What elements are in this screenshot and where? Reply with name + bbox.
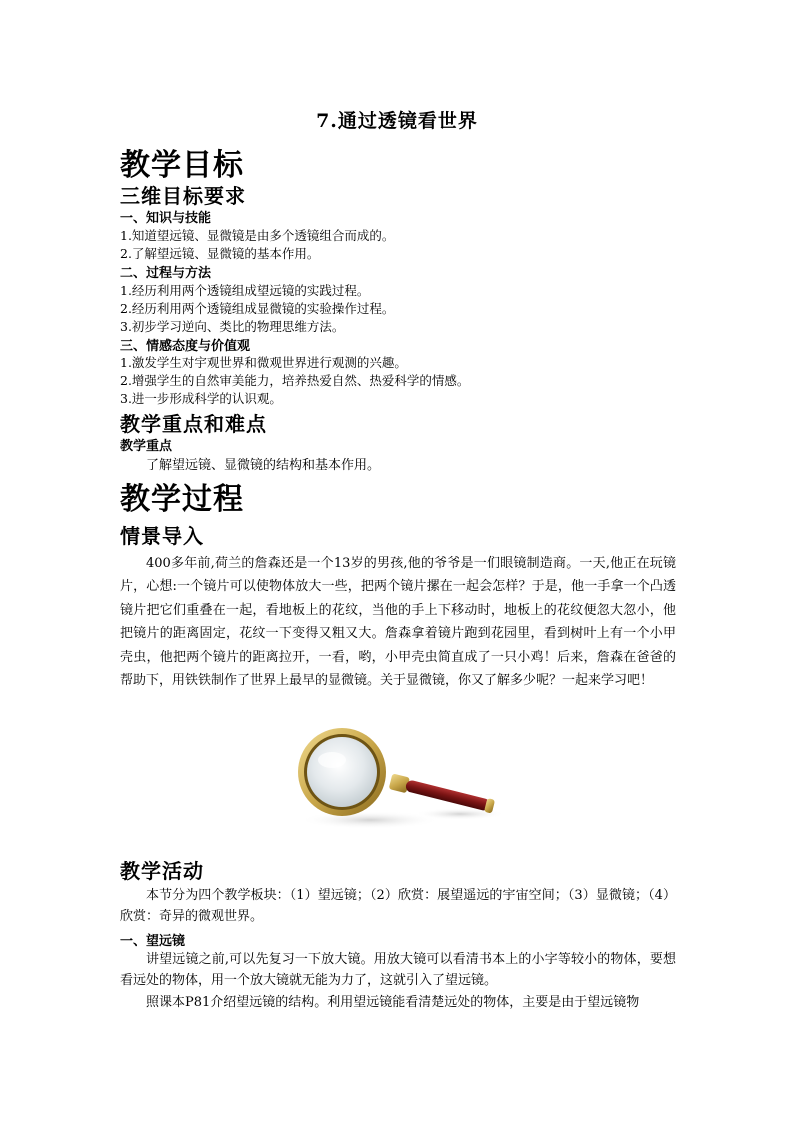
objectives-subheading: 三维目标要求 bbox=[120, 184, 246, 208]
objectives-heading: 教学目标 bbox=[120, 148, 244, 183]
telescope-paragraph-2: 照课本P81介绍望远镜的结构。利用望远镜能看清楚远处的物体，主要是由于望远镜物 bbox=[146, 995, 640, 1010]
activity-heading: 教学活动 bbox=[120, 859, 204, 883]
section-heading-knowledge: 一、知识与技能 bbox=[120, 211, 212, 226]
section-heading-process: 二、过程与方法 bbox=[120, 266, 212, 281]
process-heading: 教学过程 bbox=[120, 482, 244, 517]
key-points-heading: 教学重点和难点 bbox=[120, 412, 267, 436]
telescope-heading: 一、望远镜 bbox=[120, 934, 186, 949]
intro-paragraph: 400多年前,荷兰的詹森还是一个13岁的男孩,他的爷爷是一们眼镜制造商。一天,他正在玩镜片，心想:一个镜片可以使物体放大一些，把两个镜片摞在一起会怎样？于是，他一手拿一个凸透镜片把它们重叠在一起，看地板上的花纹，当他的手上下移动时，地板上的花纹便忽大忽小，他把镜片的距离固定，花纹一下变得又粗又大。詹森拿着镜片跑到花园里，看到树叶上有一个小甲壳虫，他把两个镜片的距离拉开，一看，哟，小甲壳虫简直成了一只小鸡！后来，詹森在爸爸的帮助下，用铁铁制作了世界上最早的显微镜。关于显微镜，你又了解多少呢？一起来学习吧！ bbox=[120, 556, 676, 689]
activity-intro: 本节分为四个教学板块：（1）望远镜；（2）欣赏：展望遥远的宇宙空间；（3）显微镜；（4）欣赏：奇异的微观世界。 bbox=[120, 888, 676, 924]
key-points-text: 了解望远镜、显微镜的结构和基本作用。 bbox=[146, 458, 381, 473]
objective-item: 3.进一步形成科学的认识观。 bbox=[120, 391, 282, 406]
objective-item: 1.经历利用两个透镜组成望远镜的实践过程。 bbox=[120, 283, 370, 298]
telescope-paragraph-1: 讲望远镜之前,可以先复习一下放大镜。用放大镜可以看清书本上的小字等较小的物体，要想看远处的物体，用一个放大镜就无能为力了，这就引入了望远镜。 bbox=[120, 952, 676, 988]
objective-item: 2.经历利用两个透镜组成显微镜的实验操作过程。 bbox=[120, 301, 395, 316]
key-points-label: 教学重点 bbox=[120, 439, 173, 454]
objective-item: 2.增强学生的自然审美能力，培养热爱自然、热爱科学的情感。 bbox=[120, 373, 470, 388]
intro-heading: 情景导入 bbox=[120, 524, 204, 548]
magnifying-glass-image bbox=[290, 722, 506, 832]
objective-item: 2.了解望远镜、显微镜的基本作用。 bbox=[120, 246, 320, 261]
section-heading-attitude: 三、情感态度与价值观 bbox=[120, 339, 251, 354]
objective-item: 3.初步学习逆向、类比的物理思维方法。 bbox=[120, 319, 345, 334]
objective-item: 1.激发学生对宇观世界和微观世界进行观测的兴趣。 bbox=[120, 355, 407, 370]
objective-item: 1.知道望远镜、显微镜是由多个透镜组合而成的。 bbox=[120, 228, 395, 243]
document-title: 7.通过透镜看世界 bbox=[316, 110, 478, 132]
